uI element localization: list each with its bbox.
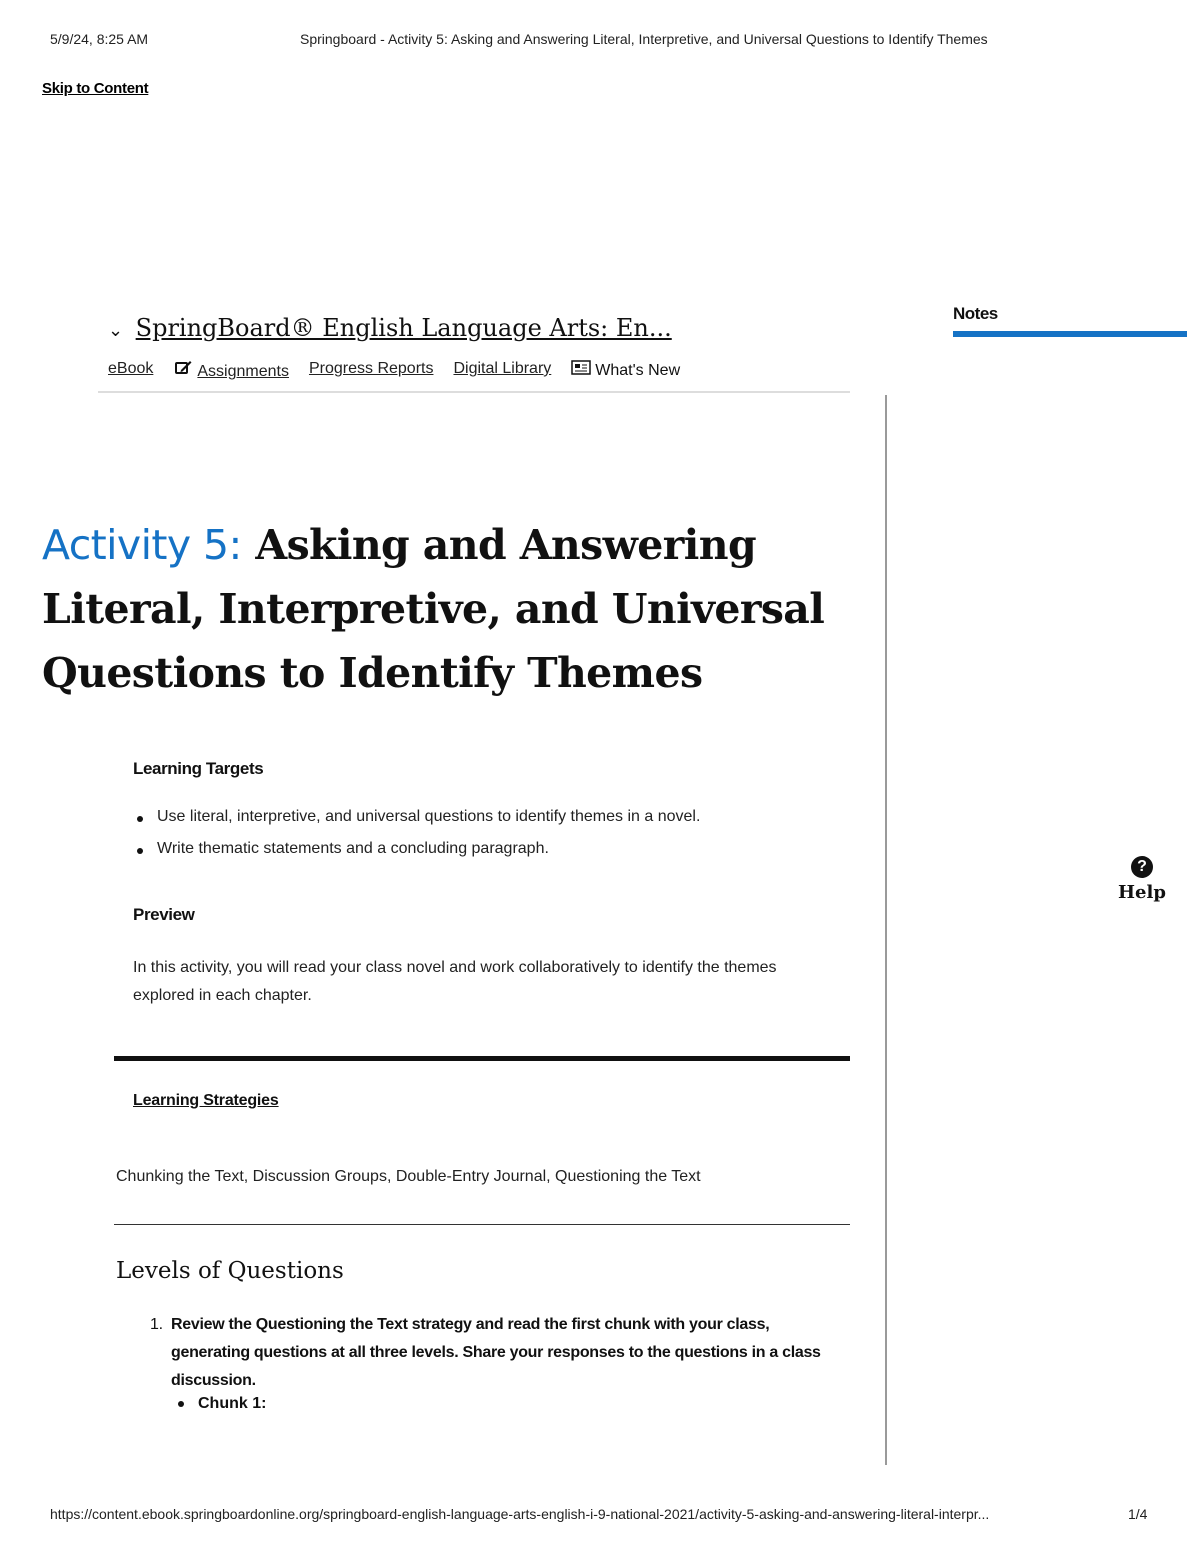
nav-ebook-link[interactable]: eBook — [108, 360, 154, 377]
section-divider-thin — [114, 1224, 850, 1225]
print-datetime: 5/9/24, 8:25 AM — [50, 31, 149, 47]
top-nav — [108, 360, 680, 381]
preview-heading: Preview — [133, 905, 195, 924]
learning-targets-list — [133, 808, 700, 872]
chunk-label: Chunk 1: — [198, 1395, 267, 1412]
course-selector[interactable] — [108, 314, 672, 342]
learning-strategies-link[interactable]: Learning Strategies — [133, 1092, 279, 1109]
learning-strategies-text: Chunking the Text, Discussion Groups, Double-Entry Journal, Questioning the Text — [116, 1168, 701, 1185]
newspaper-icon — [571, 360, 591, 380]
learning-target-item: Use literal, interpretive, and universal questions to identify themes in a novel. — [133, 808, 700, 826]
print-document-title: Springboard - Activity 5: Asking and Answering Literal, Interpretive, and Universal Questions to Identify Themes — [300, 31, 988, 47]
help-button[interactable] — [1112, 856, 1172, 903]
question-number: 1. — [150, 1316, 163, 1333]
help-label: Help — [1118, 882, 1166, 903]
bullet-icon — [178, 1401, 184, 1407]
levels-of-questions-heading: Levels of Questions — [116, 1258, 344, 1284]
skip-to-content-link[interactable]: Skip to Content — [42, 80, 149, 97]
page-title — [42, 513, 842, 705]
notes-tab[interactable]: Notes — [953, 304, 998, 323]
nav-assignments-link[interactable] — [173, 360, 289, 381]
notes-tab-indicator — [953, 331, 1187, 337]
nav-divider — [98, 391, 850, 393]
section-divider-thick — [114, 1056, 850, 1061]
activity-number: Activity 5: — [42, 521, 242, 569]
print-page-number: 1/4 — [1128, 1506, 1148, 1522]
chunk-1-item — [178, 1395, 266, 1413]
learning-targets-heading: Learning Targets — [133, 759, 264, 778]
chevron-down-icon: ⌄ — [108, 320, 124, 341]
notes-panel-divider[interactable] — [885, 395, 887, 1465]
question-1-text: Review the Questioning the Text strategy and read the first chunk with your class, generating questions at all three levels. Share your responses to the questions in a class discussion. — [171, 1316, 821, 1389]
course-title: SpringBoard® English Language Arts: En... — [135, 314, 672, 342]
nav-whats-new-link[interactable] — [571, 360, 680, 381]
activity-title: Asking and Answering Literal, Interpretive, and Universal Questions to Identify Themes — [42, 521, 825, 697]
nav-assignments-label: Assignments — [197, 363, 289, 380]
nav-progress-reports-link[interactable]: Progress Reports — [308, 360, 434, 377]
question-circle-icon: ? — [1131, 856, 1153, 878]
preview-text: In this activity, you will read your class novel and work collaboratively to identify the themes explored in each chapter. — [133, 959, 777, 1004]
question-1 — [150, 1311, 850, 1395]
nav-digital-library-link[interactable]: Digital Library — [453, 360, 552, 377]
learning-target-item: Write thematic statements and a concluding paragraph. — [133, 840, 700, 858]
print-footer-url: https://content.ebook.springboardonline.org/springboard-english-language-arts-english-i-9-national-2021/activity-5-asking-and-answering-literal-interpr... — [50, 1506, 990, 1522]
nav-whats-new-label: What's New — [595, 362, 681, 379]
edit-icon — [173, 360, 193, 381]
